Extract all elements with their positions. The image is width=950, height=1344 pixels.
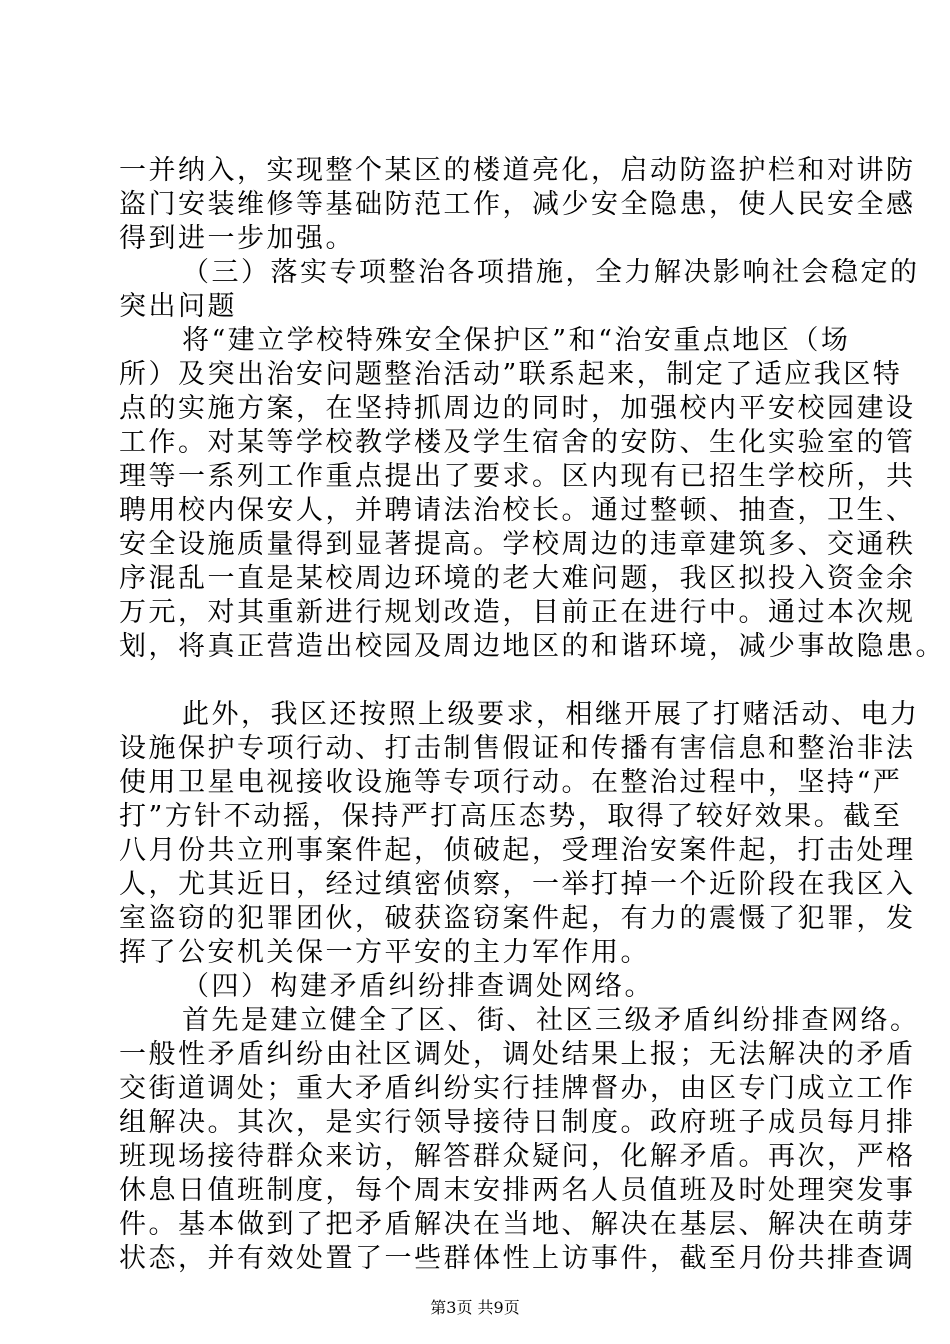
text-line: 万元，对其重新进行规划改造，目前正在进行中。通过本次规 <box>119 597 916 628</box>
text-line: 聘用校内保安人，并聘请法治校长。通过整顿、抽查，卫生、 <box>119 495 916 526</box>
page-number-footer: 第3页 共9页 <box>430 1298 520 1317</box>
text-line: 理等一系列工作重点提出了要求。区内现有已招生学校所，共 <box>119 461 916 492</box>
text-line: 盗门安装维修等基础防范工作，减少安全隐患，使人民安全感 <box>119 189 916 220</box>
text-line: 突出问题 <box>119 291 237 322</box>
text-line: 一并纳入，实现整个某区的楼道亮化，启动防盗护栏和对讲防 <box>119 155 916 186</box>
text-line: 班现场接待群众来访，解答群众疑问，化解矛盾。再次，严格 <box>119 1141 916 1172</box>
text-line: 此外，我区还按照上级要求，相继开展了打赌活动、电力 <box>182 699 920 730</box>
text-line: 一般性矛盾纠纷由社区调处，调处结果上报；无法解决的矛盾 <box>119 1039 916 1070</box>
text-line: 安全设施质量得到显著提高。学校周边的违章建筑多、交通秩 <box>119 529 916 560</box>
text-line: 休息日值班制度，每个周末安排两名人员值班及时处理突发事 <box>119 1175 916 1206</box>
text-line: 使用卫星电视接收设施等专项行动。在整治过程中，坚持“严 <box>119 767 903 798</box>
text-line: 组解决。其次，是实行领导接待日制度。政府班子成员每月排 <box>119 1107 916 1138</box>
text-line: 所）及突出治安问题整治活动”联系起来，制定了适应我区特 <box>119 359 903 390</box>
text-line: 划，将真正营造出校园及周边地区的和谐环境，减少事故隐患。 <box>119 631 945 662</box>
text-line: 得到进一步加强。 <box>119 223 355 254</box>
text-line: 首先是建立健全了区、街、社区三级矛盾纠纷排查网络。 <box>182 1005 920 1036</box>
text-line: 将“建立学校特殊安全保护区”和“治安重点地区（场 <box>182 325 851 356</box>
text-line: （三）落实专项整治各项措施，全力解决影响社会稳定的 <box>182 257 920 288</box>
text-line: 八月份共立刑事案件起，侦破起，受理治安案件起，打击处理 <box>119 835 916 866</box>
text-line: 设施保护专项行动、打击制售假证和传播有害信息和整治非法 <box>119 733 916 764</box>
text-line: 序混乱一直是某校周边环境的老大难问题，我区拟投入资金余 <box>119 563 916 594</box>
text-line: 点的实施方案，在坚持抓周边的同时，加强校内平安校园建设 <box>119 393 916 424</box>
text-line: 工作。对某等学校教学楼及学生宿舍的安防、生化实验室的管 <box>119 427 916 458</box>
text-line: （四）构建矛盾纠纷排查调处网络。 <box>182 971 654 1002</box>
text-line: 状态，并有效处置了一些群体性上访事件，截至月份共排查调 <box>119 1243 916 1274</box>
text-line: 挥了公安机关保一方平安的主力军作用。 <box>119 937 650 968</box>
text-line: 人，尤其近日，经过缜密侦察，一举打掉一个近阶段在我区入 <box>119 869 916 900</box>
text-line: 打”方针不动摇，保持严打高压态势，取得了较好效果。截至 <box>119 801 903 832</box>
text-line: 交街道调处；重大矛盾纠纷实行挂牌督办，由区专门成立工作 <box>119 1073 916 1104</box>
text-line: 件。基本做到了把矛盾解决在当地、解决在基层、解决在萌芽 <box>119 1209 916 1240</box>
text-line: 室盗窃的犯罪团伙，破获盗窃案件起，有力的震慑了犯罪，发 <box>119 903 916 934</box>
